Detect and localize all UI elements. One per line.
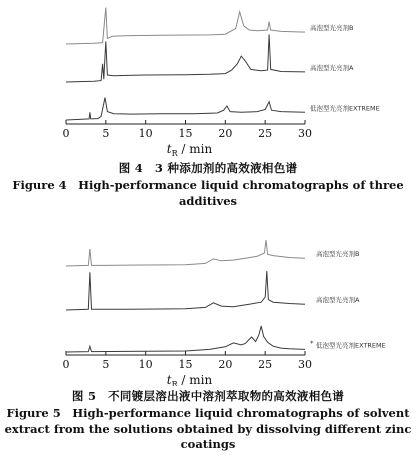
series-line [66,98,305,120]
chromatogram-figure-4 [0,0,416,158]
x-axis-title: $t_R$ / min [166,142,213,158]
x-tick-label: 25 [258,127,273,140]
x-tick-label: 30 [298,358,312,371]
figure-5-caption-chinese: 图 5 不同镀层溶出液中溶剂萃取物的高效液相色谱 [71,389,345,403]
x-tick-label: 10 [138,127,153,140]
x-tick-label: 0 [62,358,70,371]
figure-4-caption-chinese: 图 4 3 种添加剂的高效液相色谱 [118,161,298,175]
series-label: 低泡型光亮剂EXTREME [316,341,386,350]
series-line [66,326,305,352]
x-tick-label: 15 [178,127,193,140]
x-tick-label: 20 [218,127,233,140]
x-tick-label: 25 [258,358,273,371]
series-label: 高泡型光亮剂A [310,63,354,72]
series-line [66,271,305,310]
figure-5-caption-english: Figure 5 High-performance liquid chromatographs of solvent extract from the solutions obtained by dissolving different zinc coatings [4,406,412,451]
annotation-marker: * [310,339,314,348]
x-tick-label: 0 [62,127,70,140]
x-tick-label: 15 [178,358,193,371]
series-label: 低泡型光亮剂EXTREME [310,104,380,113]
series-line [66,34,305,82]
x-axis-title: $t_R$ / min [166,373,213,386]
chromatogram-figure-5 [0,228,416,386]
series-label: 高泡型光亮剂A [316,296,360,305]
x-tick-label: 10 [138,358,153,371]
series-label: 高泡型光亮剂B [316,250,360,259]
series-label: 高泡型光亮剂B [310,24,354,33]
figure-4-caption-english: Figure 4 High-performance liquid chromatographs of three additives [12,178,404,208]
x-tick-label: 5 [102,127,110,140]
x-tick-label: 30 [298,127,312,140]
x-tick-label: 20 [218,358,233,371]
x-tick-label: 5 [102,358,110,371]
series-line [66,240,305,266]
